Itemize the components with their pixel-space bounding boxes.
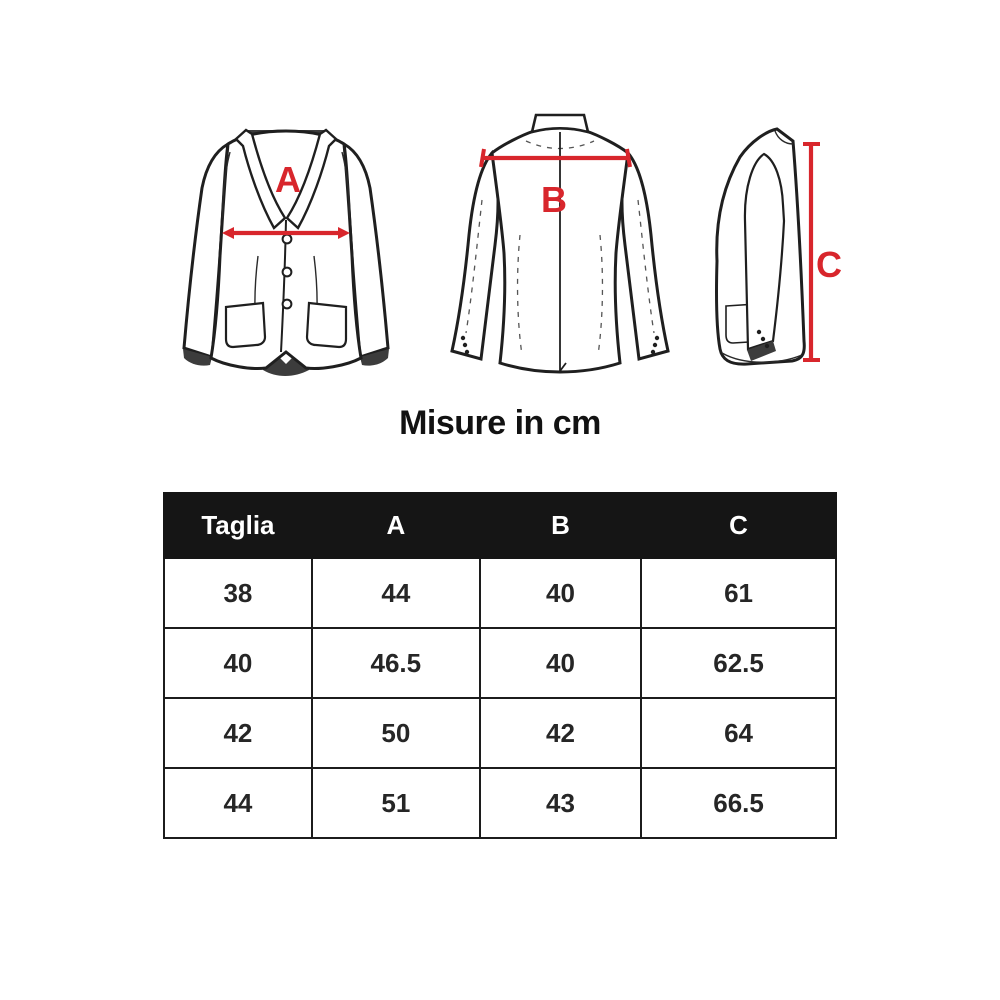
col-header-a: A <box>312 493 480 558</box>
back-left-sleeve <box>452 153 498 359</box>
jacket-back-view <box>430 105 690 390</box>
front-button-2 <box>283 268 292 277</box>
table-row <box>164 628 836 698</box>
front-button-1 <box>283 235 292 244</box>
size-table <box>163 492 837 839</box>
left-pocket <box>226 303 265 347</box>
page-title: Misure in cm <box>399 404 601 442</box>
table-cell: 44 <box>164 768 312 838</box>
table-cell: 64 <box>641 698 836 768</box>
table-cell: 40 <box>480 628 641 698</box>
measure-c-label: C <box>816 244 842 285</box>
measure-a-label: A <box>275 159 301 200</box>
right-pocket <box>307 303 346 347</box>
back-right-sleeve <box>622 153 668 359</box>
table-cell: 50 <box>312 698 480 768</box>
table-cell: 42 <box>480 698 641 768</box>
measure-b-label: B <box>541 179 567 220</box>
table-cell: 51 <box>312 768 480 838</box>
table-cell: 61 <box>641 558 836 628</box>
table-row <box>164 698 836 768</box>
jacket-front-view <box>160 108 420 388</box>
table-cell: 62.5 <box>641 628 836 698</box>
jacket-side-view <box>695 103 875 393</box>
table-cell: 38 <box>164 558 312 628</box>
back-collar <box>532 115 588 132</box>
col-header-c: C <box>641 493 836 558</box>
table-cell: 46.5 <box>312 628 480 698</box>
front-button-3 <box>283 300 292 309</box>
table-cell: 66.5 <box>641 768 836 838</box>
table-cell: 43 <box>480 768 641 838</box>
table-cell: 42 <box>164 698 312 768</box>
table-row <box>164 768 836 838</box>
table-cell: 40 <box>164 628 312 698</box>
col-header-b: B <box>480 493 641 558</box>
table-header-row <box>164 493 836 558</box>
table-cell: 44 <box>312 558 480 628</box>
col-header-taglia: Taglia <box>164 493 312 558</box>
table-row <box>164 558 836 628</box>
table-cell: 40 <box>480 558 641 628</box>
